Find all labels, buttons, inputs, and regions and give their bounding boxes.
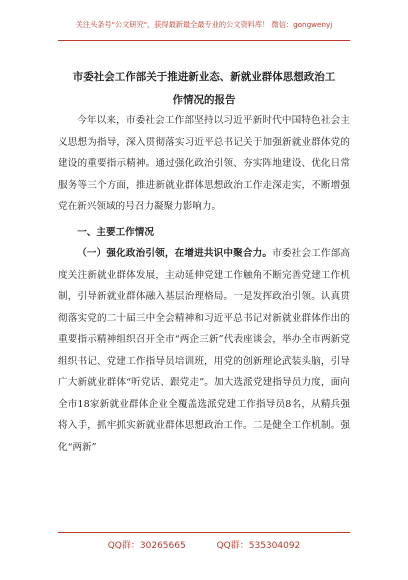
footer-divider — [58, 532, 350, 533]
footer-qq-group-2: QQ群：535304092 — [216, 541, 301, 551]
subsection-paragraph — [58, 243, 350, 458]
title-line-2: 作情况的报告 — [172, 94, 236, 106]
title-line-1: 市委社会工作部关于推进新业态、新就业群体思想政治工 — [72, 71, 336, 83]
document-title — [58, 66, 350, 112]
page-footer — [0, 538, 408, 551]
subsection-heading: （一）强化政治引领，在增进共识中聚合力。 — [77, 248, 273, 259]
section-heading: 一、主要工作情况 — [77, 226, 154, 238]
subsection-body: 市委社会工作部高度关注新就业群体发展，主动延伸党建工作触角不断完善党建工作机制，引导新就业群体融入基层治理格局。一是发挥政治引领。认真贯彻落实党的二十届三中全会精神和习近平总书记对新就业群体作出的重要指示精神组织召开全市“两企三新”代表座谈会，举办全市两新党组织书记、党建工作指导员培训班，用党的创新理论武装头脑，引导广大新就业群体“听党话、跟党走”。加大选派党建指导员力度，面向全市18家新就业群体企业全覆盖选派党建工作指导员8名，从精兵强将入手，抓牢抓实新就业群体思想政治工作。二是健全工作机制。强化“两新” — [58, 248, 351, 453]
header-divider — [58, 40, 350, 41]
footer-qq-group-1: QQ群：30265665 — [107, 541, 186, 551]
intro-paragraph: 今年以来，市委社会工作部坚持以习近平新时代中国特色社会主义思想为指导，深入贯彻落实习近平总书记关于加强新就业群体党的建设的重要指示精神。通过强化政治引领、夯实阵地建设、优化日常服务等三个方面，推进新就业群体思想政治工作走深走实，不断增强党在新兴领域的号召力凝聚力影响力。 — [58, 115, 350, 212]
document-body — [58, 110, 350, 458]
page-header: 关注头条号"公文研究"，获得最新最全最专业的公文资料库！ 微信：gongwenyj — [75, 20, 333, 29]
